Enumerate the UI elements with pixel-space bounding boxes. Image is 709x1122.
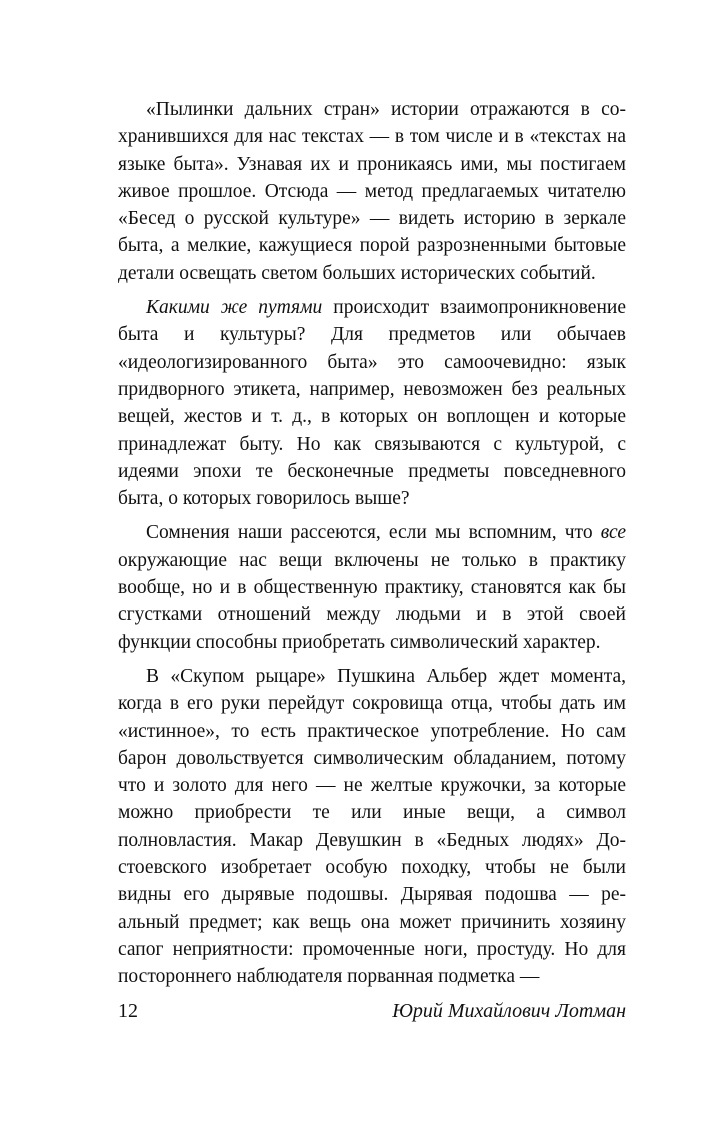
paragraph-3-italic-word: все [600,522,626,544]
paragraph-1-text: «Пылинки дальних стран» истории отражаются в сохранившихся для нас текстах — в том числе и в «текстах на языке быта». Узнавая их и проникаясь ими, мы постигаем живое прошлое. Отсюда — метод предлагаемых читателю «Бесед о русской культуре» — видеть историю в зеркале быта, а мелкие, кажущиеся порой разрозненными бытовые детали освещать светом больших исторических событий. [118,99,626,284]
page-footer [118,1000,626,1030]
page-number: 12 [118,1000,138,1022]
paragraph-2-text: происходит взаимопроникновение быта и культуры? Для предметов или обычаев «идеологизированного быта» это самоочевидно: язык придворного этикета, например, невозможен без реальных вещей, жестов и т. д., в которых он воплощен и которые принадлежат быту. Но как связываются с культурой, с идеями эпохи те бесконечные предметы повседневного быта, о которых говорилось выше? [118,297,626,510]
paragraph-3-text-end: окружающие нас вещи включены не только в практику вообще, но и в общественную практику, становятся как бы сгустками отношений между людьми и в этой своей функции способны приобретать символический характер. [118,549,626,653]
running-author: Юрий Михайлович Лотман [392,1000,626,1022]
paragraph-4 [118,663,626,991]
paragraph-3 [118,519,626,655]
paragraph-4-text: В «Скупом рыцаре» Пушкина Альбер ждет момента, когда в его руки перейдут сокровища отца, чтобы дать им «истинное», то есть практическое употребление. Но сам барон довольствуется символическим обладанием, потому что и золото для него — не желтые кружочки, за которые можно приобрести те или иные вещи, а символ полновластия. Макар Девушкин в «Бедных людях» Достоевского изобретает особую походку, чтобы не были видны его дырявые подошвы. Дырявая подошва — реальный предмет; как вещь она может причинить хозяину сапог неприятности: промоченные ноги, простуду. Но для постороннего наблюдателя порванная подметка — [118,665,626,988]
book-page-body [118,96,626,991]
paragraph-1 [118,96,626,287]
paragraph-2-italic-lead: Какими же путями [146,297,323,319]
paragraph-3-text-start: Сомнения наши рассеются, если мы вспомним, что [146,522,601,544]
paragraph-2 [118,294,626,512]
